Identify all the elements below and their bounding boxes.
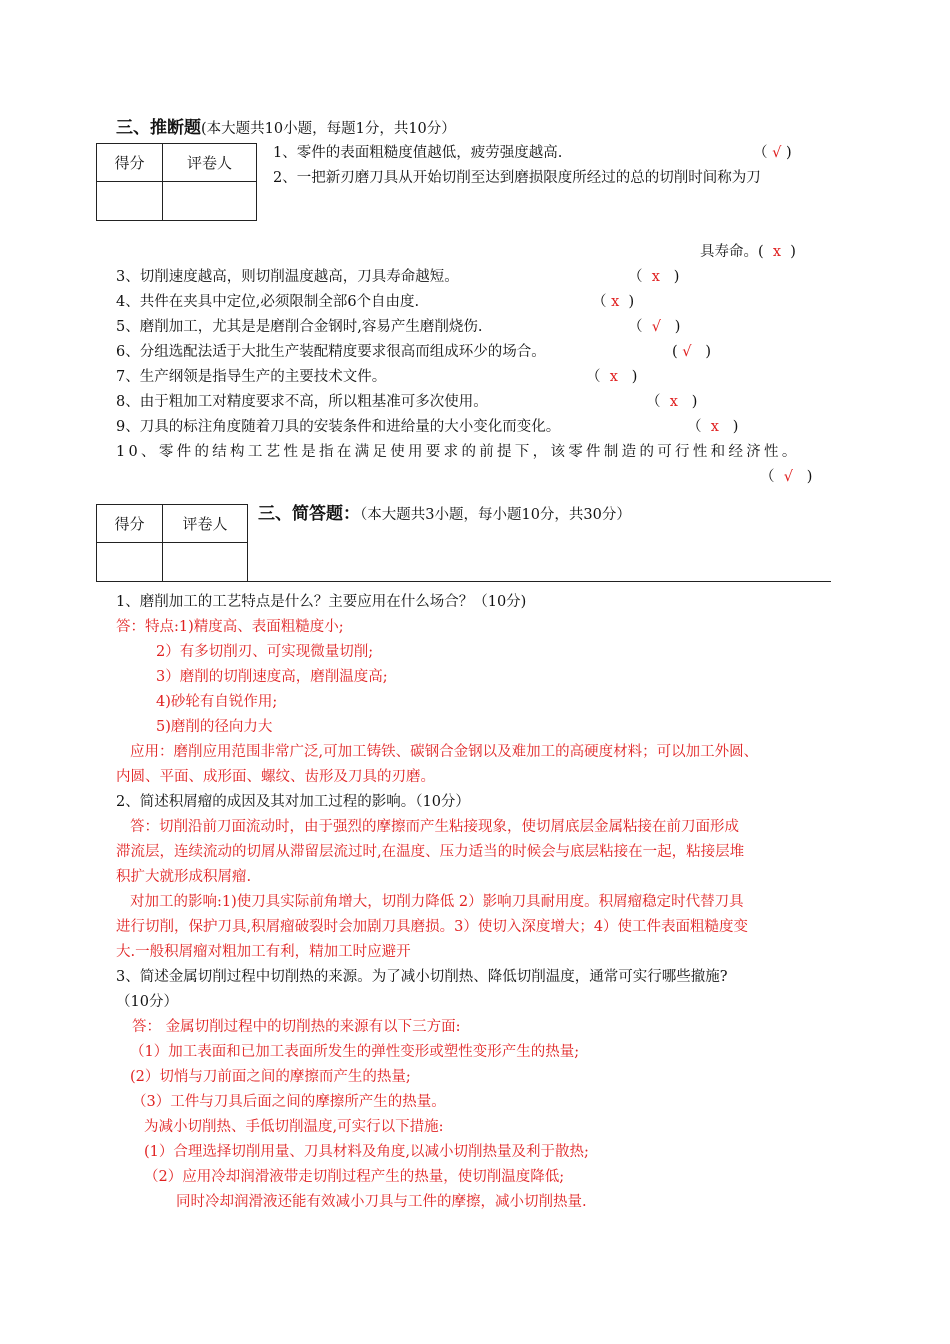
judge-item-8: 8、由于粗加工对精度要求不高，所以粗基准可多次使用。 — [116, 394, 488, 410]
q3-answer-line-5: 为减小切削热、手低切削温度,可实行以下措施: — [144, 1119, 444, 1135]
q2-answer-line-3: 积扩大就形成积屑瘤. — [116, 869, 252, 885]
q3-answer-line-7: （2）应用冷却润滑液带走切削过程产生的热量，使切削温度降低; — [144, 1169, 565, 1185]
judge-item-7: 7、生产纲领是指导生产的主要技术文件。 — [116, 369, 387, 385]
answer-mark-2: x — [772, 244, 782, 260]
answer-4: （ x ) — [592, 294, 635, 310]
question-1: 1、磨削加工的工艺特点是什么？主要应用在什么场合？（10分) — [116, 594, 527, 610]
grader-label: 评卷人 — [163, 144, 257, 182]
q3-answer-line-2: （1）加工表面和已加工表面所发生的弹性变形或塑性变形产生的热量; — [130, 1044, 580, 1060]
answer-10: （ √ ) — [760, 469, 813, 485]
judge-item-4: 4、共件在夹具中定位,必须限制全部6个自由度. — [116, 294, 420, 310]
judge-item-10: 10、零件的结构工艺性是指在满足使用要求的前提下，该零件制造的可行性和经济性。 — [116, 444, 800, 460]
answer-mark-6: √ — [682, 344, 692, 360]
question-3: 3、简述金属切削过程中切削热的来源。为了减小切削热、降低切削温度，通常可实行哪些撤施? — [116, 969, 728, 985]
answer-3: （ x ) — [628, 269, 680, 285]
section4-subtitle: （本大题共3小题，每小题10分，共30分） — [360, 507, 631, 523]
q2-answer-line-5: 进行切削，保护刀具,积屑瘤破裂时会加剧刀具磨损。3）使切入深度增大；4）使工件表面粗糙度变 — [116, 919, 749, 935]
judge-item-3: 3、切削速度越高，则切削温度越高，刀具寿命越短。 — [116, 269, 459, 285]
section3-score-table — [96, 143, 257, 221]
answer-mark-4: x — [611, 294, 620, 310]
q3-answer-line-4: （3）工件与刀具后面之间的摩擦所产生的热量。 — [132, 1094, 446, 1110]
score-cell[interactable] — [97, 182, 163, 221]
answer-mark-3: x — [651, 269, 660, 285]
answer-9: （ x ) — [687, 419, 739, 435]
answer-mark-8: x — [669, 394, 678, 410]
section4-score-table — [96, 504, 248, 582]
answer-mark-1: √ — [772, 145, 782, 161]
section3-heading — [116, 120, 456, 137]
judge-item-1: 1、零件的表面粗糙度值越低，疲劳强度越高. — [273, 145, 563, 161]
judge-item-5: 5、磨削加工，尤其是是磨削合金钢时,容易产生磨削烧伤. — [116, 319, 483, 335]
judge-item-2: 2、一把新刃磨刀具从开始切削至达到磨损限度所经过的总的切削时间称为刀 — [273, 170, 761, 186]
q1-answer-line-2: 2）有多切削刃、可实现微量切削; — [156, 644, 374, 660]
score-label: 得分 — [97, 144, 163, 182]
judge-item-6: 6、分组选配法适于大批生产装配精度要求很高而组成环少的场合。 — [116, 344, 546, 360]
q2-answer-line-2: 滞流层，连续流动的切屑从滞留层流过时,在温度、压力适当的时候会与底层粘接在一起，粘接层堆 — [116, 844, 745, 860]
q1-answer-line-4: 4)砂轮有自锐作用; — [156, 694, 278, 710]
grader-cell[interactable] — [163, 182, 257, 221]
q2-answer-line-6: 大.一般积屑瘤对粗加工有利，精加工时应避开 — [116, 944, 411, 960]
question-3-cont: （10分） — [116, 994, 178, 1010]
q3-answer-line-1: 答： 金属切削过程中的切削热的来源有以下三方面: — [132, 1019, 461, 1035]
answer-mark-9: x — [710, 419, 719, 435]
score-cell[interactable] — [97, 543, 163, 582]
answer-mark-10: √ — [783, 469, 793, 485]
q1-answer-line-1: 答：特点:1)精度高、表面粗糙度小; — [116, 619, 344, 635]
q1-answer-line-6: 应用：磨削应用范围非常广泛,可加工铸铁、碳钢合金钢以及难加工的高硬度材料；可以加工外圆、 — [130, 744, 759, 760]
grader-cell[interactable] — [163, 543, 248, 582]
answer-mark-5: √ — [651, 319, 661, 335]
answer-mark-7: x — [609, 369, 618, 385]
q2-answer-line-4: 对加工的影响:1)使刀具实际前角增大，切削力降低 2）影响刀具耐用度。积屑瘤稳定时代替刀具 — [130, 894, 744, 910]
answer-8: （ x ) — [646, 394, 698, 410]
judge-item-9: 9、刀具的标注角度随着刀具的安装条件和进给量的大小变化而变化。 — [116, 419, 561, 435]
answer-5: （ √ ) — [628, 319, 681, 335]
answer-7: （ x ) — [586, 369, 638, 385]
section3-title: 三、推断题 — [116, 118, 201, 138]
section4-title: 三、简答题： — [258, 504, 360, 524]
q1-answer-line-3: 3）磨削的切削速度高，磨削温度高; — [156, 669, 388, 685]
q1-answer-line-5: 5)磨削的径向力大 — [156, 719, 273, 735]
section4-heading — [258, 506, 631, 523]
q1-answer-line-7: 内圆、平面、成形面、螺纹、齿形及刀具的刃磨。 — [116, 769, 435, 785]
q2-answer-line-1: 答：切削沿前刀面流动时，由于强烈的摩擦而产生粘接现象，使切屑底层金属粘接在前刀面形成 — [130, 819, 739, 835]
q3-answer-line-3: (2）切悄与刀前面之间的摩擦而产生的热量; — [130, 1069, 411, 1085]
q3-answer-line-6: (1）合理选择切削用量、刀具材料及角度,以减小切削热量及利于散热; — [144, 1144, 589, 1160]
answer-2: 具寿命。( x ) — [700, 244, 796, 260]
divider-line — [248, 581, 831, 582]
answer-6: ( √ ) — [672, 344, 712, 360]
section3-subtitle: (本大题共10小题，每题1分，共10分） — [201, 121, 456, 137]
question-2: 2、简述积屑瘤的成因及其对加工过程的影响。（10分） — [116, 794, 470, 810]
q3-answer-line-8: 同时冷却润滑液还能有效减小刀具与工件的摩擦，减小切削热量. — [176, 1194, 587, 1210]
answer-1: （ √ ) — [753, 145, 792, 161]
score-label: 得分 — [97, 505, 163, 543]
grader-label: 评卷人 — [163, 505, 248, 543]
